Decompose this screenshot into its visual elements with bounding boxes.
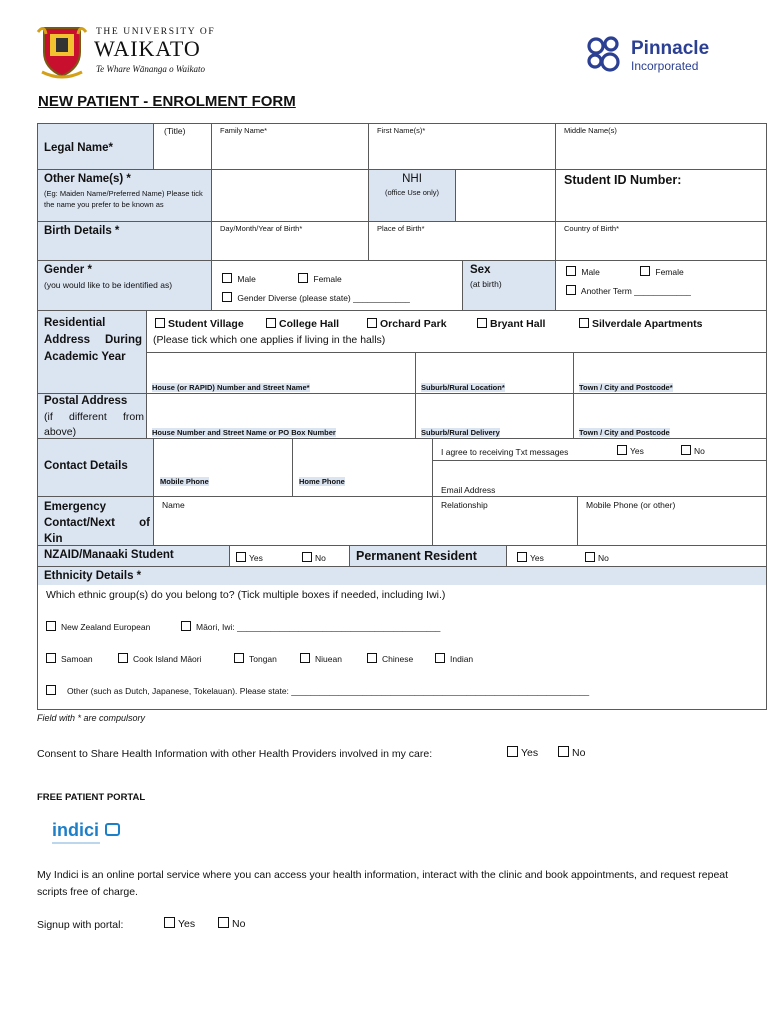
portal-description: My Indici is an online portal service where you can access your health information, interact with the clinic and book appointments, and request repeat scripts free of charge. bbox=[37, 869, 729, 898]
res-suburb-header: Suburb/Rural Location* bbox=[421, 383, 505, 392]
orchard-park-checkbox[interactable] bbox=[367, 318, 377, 328]
txt-yes-label: Yes bbox=[630, 446, 644, 456]
dob-header: Day/Month/Year of Birth* bbox=[220, 224, 303, 233]
maori-label: Māori, Iwi: ___________________________________________ bbox=[196, 622, 441, 632]
portal-no-label: No bbox=[232, 918, 246, 930]
contact-home-cell[interactable] bbox=[292, 438, 433, 497]
family-name-cell[interactable] bbox=[211, 123, 369, 170]
emergency-label: Emergency Contact/Next of Kin bbox=[44, 501, 150, 545]
gender-male-label: Male bbox=[237, 274, 256, 284]
nz-european-checkbox[interactable] bbox=[46, 621, 56, 631]
student-id-label: Student ID Number: bbox=[564, 173, 682, 187]
portal-signup-label: Signup with portal: bbox=[37, 919, 124, 931]
gender-diverse-label: Gender Diverse (please state) ____________ bbox=[237, 293, 410, 303]
postal-town-header: Town / City and Postcode bbox=[579, 428, 670, 437]
pinnacle-flower-icon bbox=[583, 34, 625, 76]
emergency-mobile-cell[interactable] bbox=[577, 496, 767, 546]
contact-label: Contact Details bbox=[44, 460, 128, 472]
ethnicity-label: Ethnicity Details * bbox=[44, 570, 142, 582]
family-name-header: Family Name* bbox=[220, 126, 268, 135]
perm-yes-label: Yes bbox=[530, 553, 544, 563]
pinnacle-sub: Incorporated bbox=[631, 59, 699, 73]
sex-options-cell bbox=[555, 260, 767, 311]
other-names-hint: (Eg: Maiden Name/Preferred Name) Please tick the name you prefer to be known as bbox=[44, 189, 203, 209]
other-ethnicity-checkbox[interactable] bbox=[46, 685, 56, 695]
other-ethnicity-label: Other (such as Dutch, Japanese, Tokelauan). Please state: _______________________________________________________________ bbox=[67, 686, 590, 696]
perm-options-cell bbox=[506, 545, 767, 567]
sex-female-checkbox[interactable] bbox=[640, 266, 650, 276]
university-logo bbox=[36, 22, 236, 80]
nhi-sub: (office Use only) bbox=[384, 188, 440, 197]
consent-yes-label: Yes bbox=[521, 747, 539, 759]
pinnacle-name: Pinnacle bbox=[631, 38, 710, 59]
postal-suburb-cell[interactable] bbox=[415, 393, 574, 439]
sex-male-label: Male bbox=[581, 267, 600, 277]
sex-label-cell bbox=[462, 260, 556, 311]
contact-mobile-cell[interactable] bbox=[153, 438, 293, 497]
gender-diverse-checkbox[interactable] bbox=[222, 292, 232, 302]
legal-name-label-cell bbox=[37, 123, 154, 170]
sex-male-checkbox[interactable] bbox=[566, 266, 576, 276]
title-header: (Title) bbox=[164, 126, 186, 136]
perm-no-label: No bbox=[598, 553, 609, 563]
ethnicity-question: Which ethnic group(s) do you belong to? (Tick multiple boxes if needed, including Iwi.) bbox=[46, 589, 446, 601]
postal-house-header: House Number and Street Name or PO Box Number bbox=[152, 428, 336, 437]
college-hall-label: College Hall bbox=[279, 318, 340, 330]
chinese-checkbox[interactable] bbox=[367, 653, 377, 663]
postal-hint: (if different from above) bbox=[44, 411, 144, 438]
niuean-label: Niuean bbox=[315, 654, 342, 664]
residential-options-cell bbox=[146, 310, 767, 353]
consent-yes-checkbox[interactable] bbox=[507, 746, 518, 757]
birth-label-cell bbox=[37, 221, 212, 261]
orchard-park-label: Orchard Park bbox=[380, 318, 447, 330]
dob-cell[interactable] bbox=[211, 221, 369, 261]
contact-home-header: Home Phone bbox=[299, 477, 345, 486]
sex-another-label: Another Term ____________ bbox=[580, 286, 691, 296]
nzaid-label: NZAID/Manaaki Student bbox=[44, 549, 174, 561]
form-title: NEW PATIENT - ENROLMENT FORM bbox=[38, 93, 296, 110]
residential-label-cell bbox=[37, 310, 147, 394]
pinnacle-logo bbox=[583, 34, 733, 78]
place-header: Place of Birth* bbox=[377, 224, 425, 233]
res-suburb-cell[interactable] bbox=[415, 352, 574, 394]
nz-european-label: New Zealand European bbox=[61, 622, 151, 632]
bryant-hall-label: Bryant Hall bbox=[490, 318, 546, 330]
residential-note: (Please tick which one applies if living in the halls) bbox=[153, 334, 386, 346]
perm-label: Permanent Resident bbox=[356, 549, 477, 563]
univ-line1: THE UNIVERSITY OF bbox=[96, 27, 216, 37]
country-of-birth-cell[interactable] bbox=[555, 221, 767, 261]
gender-female-label: Female bbox=[313, 274, 342, 284]
crest-icon bbox=[36, 22, 88, 80]
res-town-cell[interactable] bbox=[573, 352, 767, 394]
nzaid-yes-label: Yes bbox=[249, 553, 263, 563]
samoan-label: Samoan bbox=[61, 654, 93, 664]
sex-label: Sex bbox=[470, 264, 491, 276]
other-names-input[interactable] bbox=[211, 169, 369, 222]
college-hall-checkbox[interactable] bbox=[266, 318, 276, 328]
sex-another-checkbox[interactable] bbox=[566, 285, 576, 295]
res-opt-3-wrap bbox=[477, 318, 545, 330]
indian-label: Indian bbox=[450, 654, 474, 664]
emergency-mobile-header: Mobile Phone (or other) bbox=[586, 500, 676, 510]
perm-no-checkbox[interactable] bbox=[585, 552, 595, 562]
silverdale-label: Silverdale Apartments bbox=[592, 318, 703, 330]
email-cell[interactable] bbox=[432, 460, 767, 497]
postal-house-cell[interactable] bbox=[146, 393, 416, 439]
compulsory-note: Field with * are compulsory bbox=[37, 713, 146, 723]
txt-no-label: No bbox=[694, 446, 705, 456]
ethnicity-header-bar bbox=[38, 567, 766, 585]
indici-logo-text: indici bbox=[52, 820, 100, 840]
email-header: Email Address bbox=[441, 485, 496, 495]
res-opt-0-wrap bbox=[155, 318, 244, 330]
res-town-header: Town / City and Postcode* bbox=[579, 383, 673, 392]
other-names-label-cell bbox=[37, 169, 212, 222]
tongan-checkbox[interactable] bbox=[234, 653, 244, 663]
gender-hint: (you would like to be identified as) bbox=[44, 280, 173, 290]
niuean-checkbox[interactable] bbox=[300, 653, 310, 663]
cook-island-checkbox[interactable] bbox=[118, 653, 128, 663]
univ-line3: Te Whare Wānanga o Waikato bbox=[96, 64, 205, 74]
portal-no-checkbox[interactable] bbox=[218, 917, 229, 928]
gender-male-checkbox[interactable] bbox=[222, 273, 232, 283]
consent-text: Consent to Share Health Information with other Health Providers involved in my care: bbox=[37, 748, 433, 760]
nzaid-options-cell bbox=[229, 545, 350, 567]
student-village-label: Student Village bbox=[168, 318, 244, 330]
nzaid-yes-checkbox[interactable] bbox=[236, 552, 246, 562]
gender-label-cell bbox=[37, 260, 212, 311]
sex-sub: (at birth) bbox=[470, 279, 502, 289]
student-village-checkbox[interactable] bbox=[155, 318, 165, 328]
nhi-cell bbox=[368, 169, 456, 222]
perm-label-cell bbox=[349, 545, 507, 567]
portal-yes-label: Yes bbox=[178, 918, 196, 930]
cook-island-label: Cook Island Māori bbox=[133, 654, 202, 664]
res-opt-2-wrap bbox=[367, 318, 447, 330]
perm-yes-checkbox[interactable] bbox=[517, 552, 527, 562]
birth-label: Birth Details * bbox=[44, 225, 120, 237]
univ-line2: WAIKATO bbox=[94, 36, 201, 61]
emergency-name-cell[interactable] bbox=[153, 496, 433, 546]
postal-town-cell[interactable] bbox=[573, 393, 767, 439]
emergency-label-cell bbox=[37, 496, 154, 546]
indici-logo bbox=[52, 820, 132, 846]
emergency-name-header: Name bbox=[162, 500, 185, 510]
other-names-label: Other Name(s) * bbox=[44, 173, 131, 185]
maori-checkbox[interactable] bbox=[181, 621, 191, 631]
nzaid-label-cell bbox=[37, 545, 230, 567]
samoan-checkbox[interactable] bbox=[46, 653, 56, 663]
nzaid-no-label: No bbox=[315, 553, 326, 563]
nhi-input[interactable] bbox=[455, 169, 556, 222]
postal-label-cell bbox=[37, 393, 147, 439]
student-id-cell[interactable] bbox=[555, 169, 767, 222]
gender-female-checkbox[interactable] bbox=[298, 273, 308, 283]
residential-label: Residential Address During Academic Year bbox=[44, 317, 142, 363]
postal-suburb-header: Suburb/Rural Delivery bbox=[421, 428, 500, 437]
first-name-cell[interactable] bbox=[368, 123, 556, 170]
res-opt-1-wrap bbox=[266, 318, 339, 330]
indici-tagline-line bbox=[52, 842, 100, 844]
consent-no-checkbox[interactable] bbox=[558, 746, 569, 757]
gender-label: Gender * bbox=[44, 264, 92, 276]
silverdale-checkbox[interactable] bbox=[579, 318, 589, 328]
indian-checkbox[interactable] bbox=[435, 653, 445, 663]
emergency-relationship-cell[interactable] bbox=[432, 496, 578, 546]
gender-options-cell bbox=[211, 260, 463, 311]
middle-name-cell[interactable] bbox=[555, 123, 767, 170]
res-opt-4-wrap bbox=[579, 318, 703, 330]
emergency-relationship-header: Relationship bbox=[441, 500, 488, 510]
legal-title-cell[interactable] bbox=[153, 123, 212, 170]
portal-heading: FREE PATIENT PORTAL bbox=[37, 792, 146, 803]
res-house-cell[interactable] bbox=[146, 352, 416, 394]
nzaid-no-checkbox[interactable] bbox=[302, 552, 312, 562]
contact-mobile-header: Mobile Phone bbox=[160, 477, 209, 486]
txt-agree-label: I agree to receiving Txt messages bbox=[441, 447, 569, 457]
indici-badge-icon bbox=[105, 823, 120, 836]
place-of-birth-cell[interactable] bbox=[368, 221, 556, 261]
country-header: Country of Birth* bbox=[564, 224, 620, 233]
tongan-label: Tongan bbox=[249, 654, 277, 664]
chinese-label: Chinese bbox=[382, 654, 414, 664]
consent-no-label: No bbox=[572, 747, 586, 759]
first-name-header: First Name(s)* bbox=[377, 126, 426, 135]
bryant-hall-checkbox[interactable] bbox=[477, 318, 487, 328]
portal-yes-checkbox[interactable] bbox=[164, 917, 175, 928]
legal-name-label: Legal Name* bbox=[44, 142, 114, 154]
txt-no-checkbox[interactable] bbox=[681, 445, 691, 455]
nhi-label: NHI bbox=[402, 173, 422, 185]
res-house-header: House (or RAPID) Number and Street Name* bbox=[152, 383, 310, 392]
ethnicity-box bbox=[37, 566, 767, 710]
sex-female-label: Female bbox=[655, 267, 684, 277]
postal-label: Postal Address bbox=[44, 395, 128, 407]
contact-txt-cell bbox=[432, 438, 767, 461]
middle-name-header: Middle Name(s) bbox=[564, 126, 617, 135]
txt-yes-checkbox[interactable] bbox=[617, 445, 627, 455]
contact-label-cell bbox=[37, 438, 154, 497]
